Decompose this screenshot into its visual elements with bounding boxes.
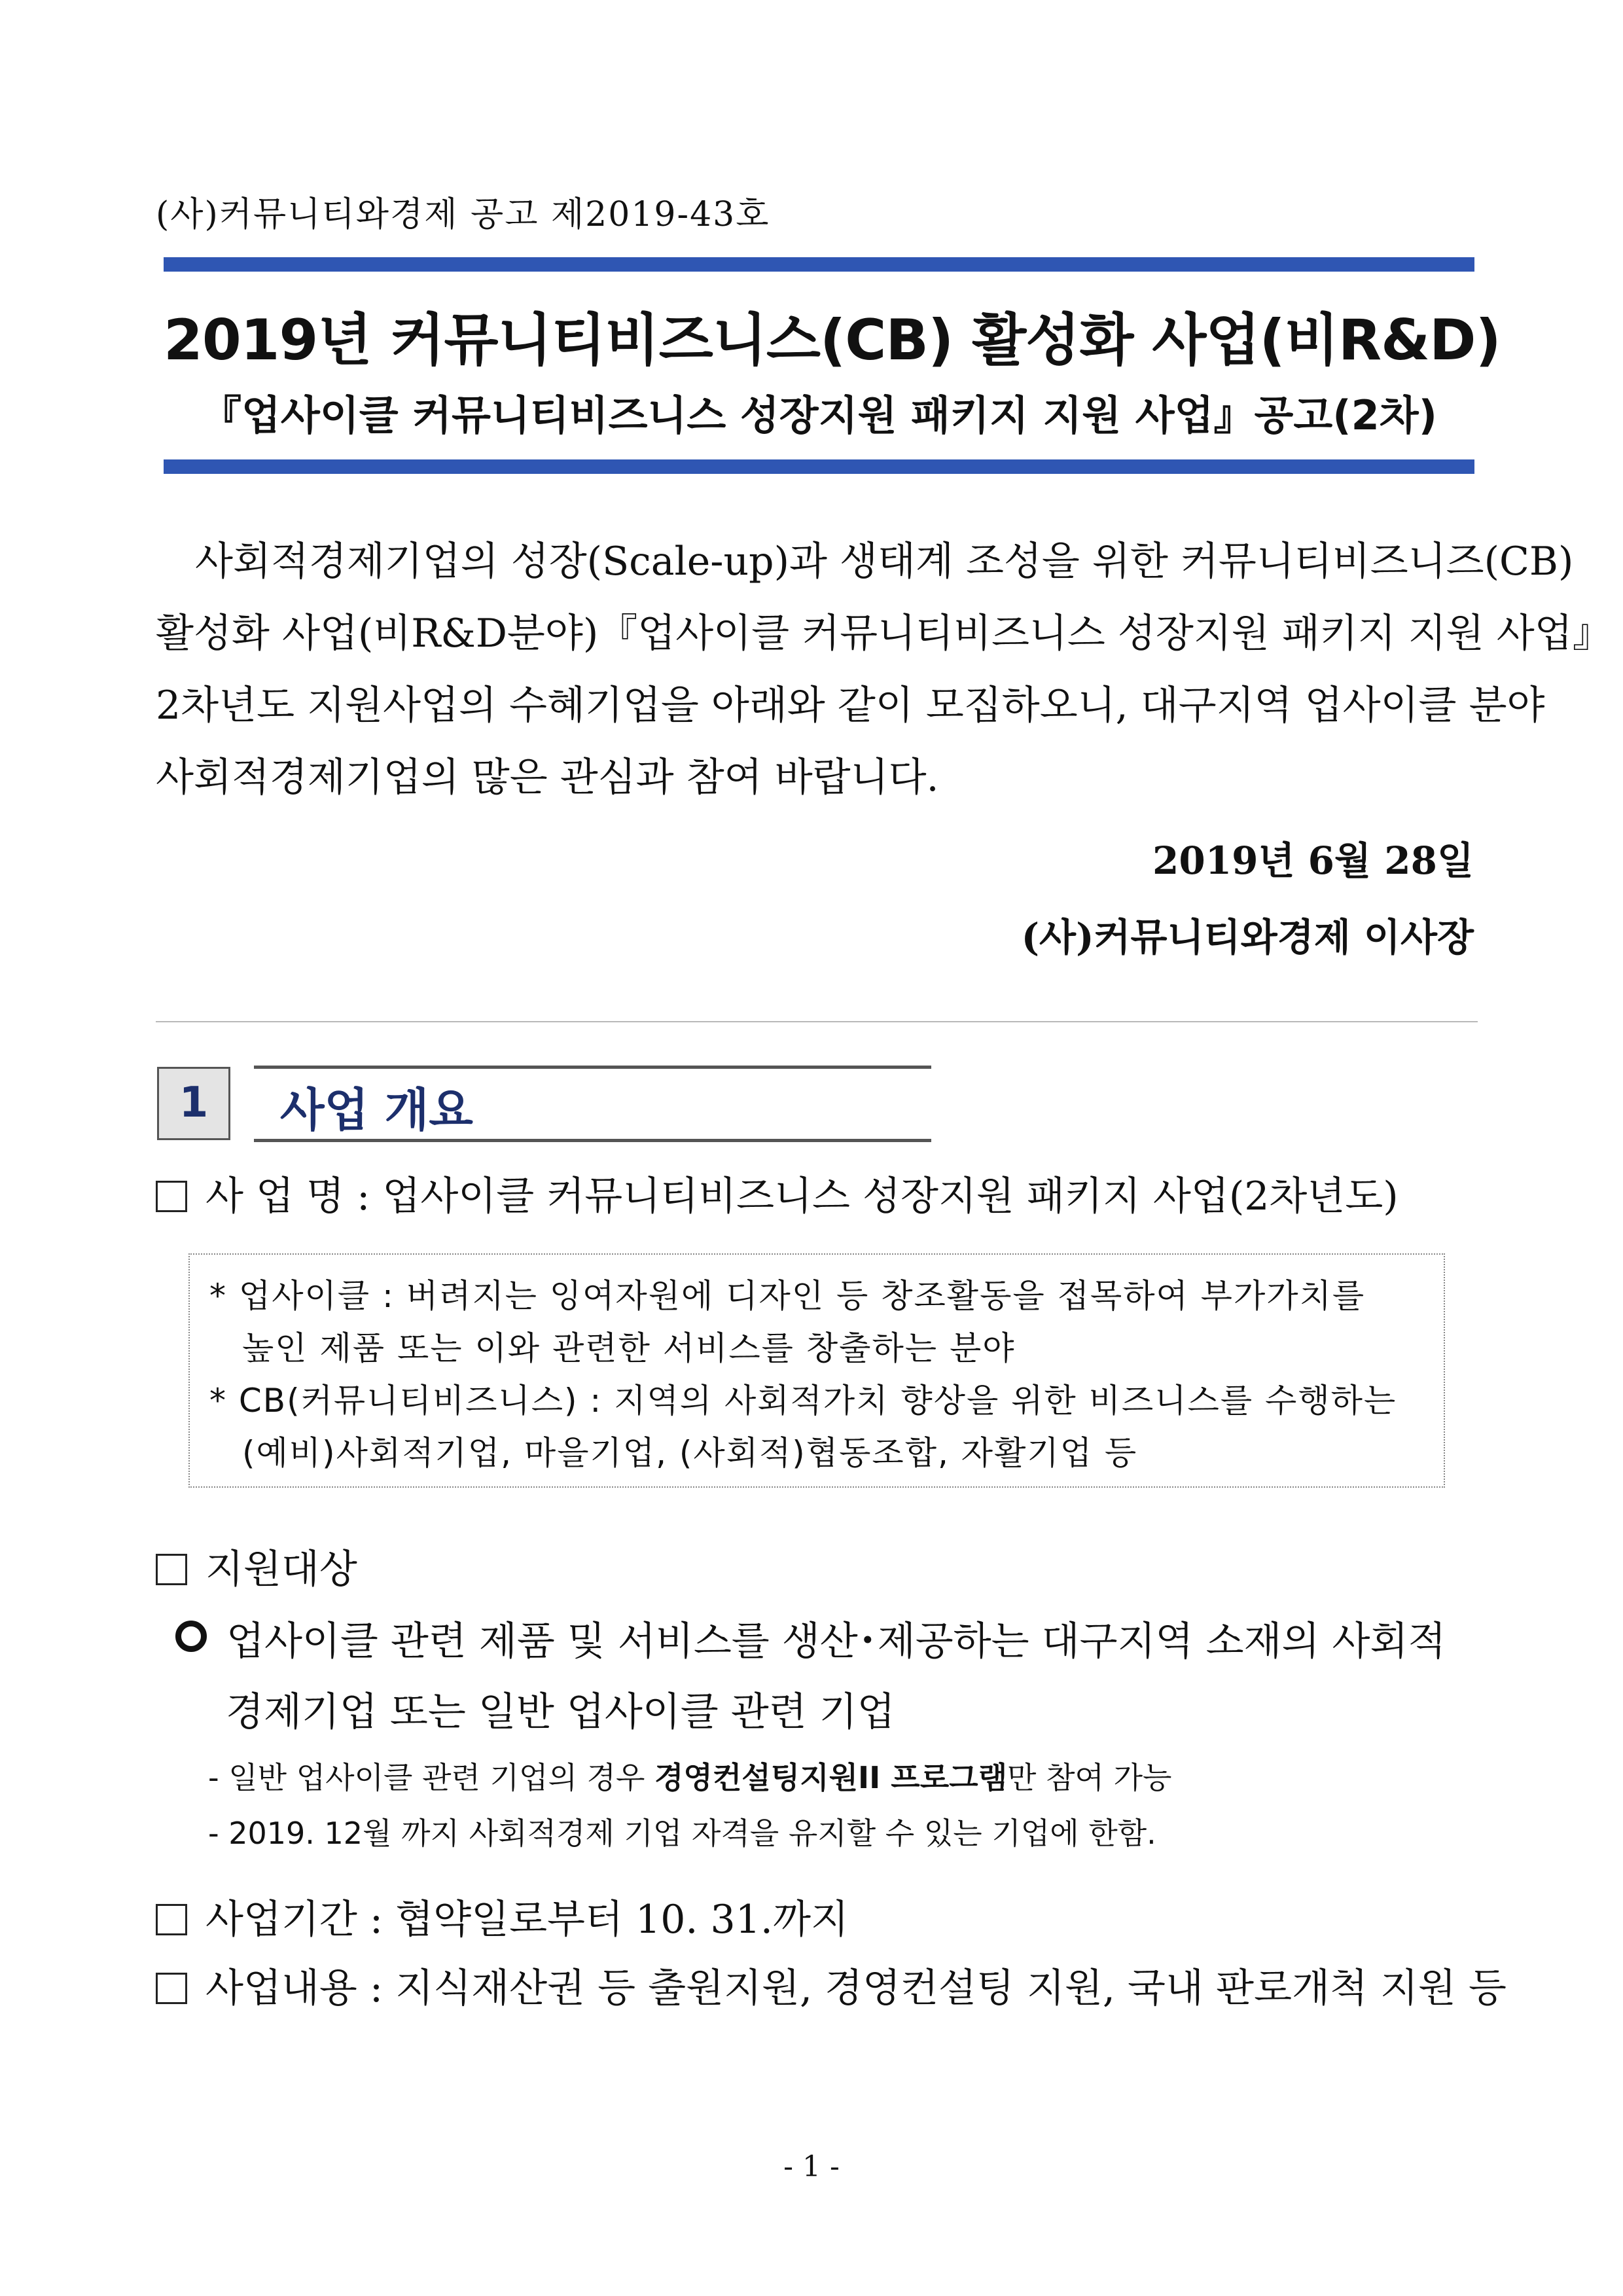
circle-bullet-icon (175, 1621, 207, 1652)
checkbox-square-icon (156, 1181, 187, 1212)
intro-line-2: 활성화 사업(비R&D분야)『업사이클 커뮤니티비즈니스 성장지원 패키지 지원 사업』 (156, 611, 1612, 656)
note-line-2: 높인 제품 또는 이와 관련한 서비스를 창출하는 분야 (242, 1329, 1016, 1367)
note-line-4: (예비)사회적기업, 마을기업, (사회적)협동조합, 자활기업 등 (242, 1434, 1138, 1472)
target-bullet (175, 1610, 1446, 1666)
target-label: 지원대상 (205, 1547, 357, 1592)
sub-note-1-program: 경영컨설팅지원II 프로그램 (654, 1760, 1008, 1795)
checkbox-square-icon (156, 1973, 187, 2004)
section-title: 사업 개요 (280, 1083, 473, 1137)
period-value: 협약일로부터 10. 31.까지 (395, 1897, 849, 1943)
checkbox-square-icon (156, 1554, 187, 1585)
target-item (156, 1538, 357, 1594)
title-bottom-bar (164, 459, 1474, 474)
content-item (156, 1957, 1507, 2013)
checkbox-square-icon (156, 1904, 187, 1935)
section-title-top-line (254, 1066, 931, 1069)
notice-date: 2019년 6월 28일 (1152, 838, 1474, 883)
section-number: 1 (157, 1067, 230, 1140)
notice-number: (사)커뮤니티와경제 공고 제2019-43호 (156, 195, 770, 234)
title-top-bar (164, 257, 1474, 272)
section-title-bottom-line (254, 1139, 931, 1142)
issuing-organization: (사)커뮤니티와경제 이사장 (1021, 915, 1474, 960)
business-name-value: 업사이클 커뮤니티비즈니스 성장지원 패키지 사업(2차년도) (382, 1174, 1399, 1219)
page-subtitle: 『업사이클 커뮤니티비즈니스 성장지원 패키지 지원 사업』공고(2차) (201, 391, 1437, 439)
content-label: 사업내용 : (205, 1965, 383, 2011)
sub-note-1-prefix: - 일반 업사이클 관련 기업의 경우 (208, 1760, 654, 1795)
target-sub-note-2: - 2019. 12월 까지 사회적경제 기업 자격을 유지할 수 있는 기업에 한함. (208, 1816, 1156, 1851)
business-name-item (156, 1165, 1399, 1221)
period-label: 사업기간 : (205, 1897, 383, 1943)
sub-note-1-suffix: 만 참여 가능 (1007, 1760, 1172, 1795)
divider (156, 1021, 1478, 1022)
period-item (156, 1888, 849, 1945)
content-value: 지식재산권 등 출원지원, 경영컨설팅 지원, 국내 판로개척 지원 등 (395, 1965, 1507, 2011)
intro-line-3: 2차년도 지원사업의 수혜기업을 아래와 같이 모집하오니, 대구지역 업사이클 분야 (156, 683, 1545, 728)
note-line-1: * 업사이클 : 버려지는 잉여자원에 디자인 등 창조활동을 접목하여 부가가치를 (209, 1277, 1366, 1315)
note-line-3: * CB(커뮤니티비즈니스) : 지역의 사회적가치 향상을 위한 비즈니스를 수행하는 (209, 1382, 1397, 1420)
business-name-label: 사 업 명 : (205, 1174, 370, 1219)
intro-line-4: 사회적경제기업의 많은 관심과 참여 바랍니다. (156, 755, 939, 800)
page-number: - 1 - (783, 2150, 840, 2183)
intro-line-1: 사회적경제기업의 성장(Scale-up)과 생태계 조성을 위한 커뮤니티비즈니즈(CB) (195, 539, 1574, 584)
target-bullet-line-2: 경제기업 또는 일반 업사이클 관련 기업 (226, 1689, 895, 1735)
target-bullet-line-1: 업사이클 관련 제품 및 서비스를 생산･제공하는 대구지역 소재의 사회적 (226, 1619, 1446, 1664)
page-title: 2019년 커뮤니티비즈니스(CB) 활성화 사업(비R&D) (164, 308, 1501, 373)
target-sub-note-1 (208, 1754, 1171, 1797)
